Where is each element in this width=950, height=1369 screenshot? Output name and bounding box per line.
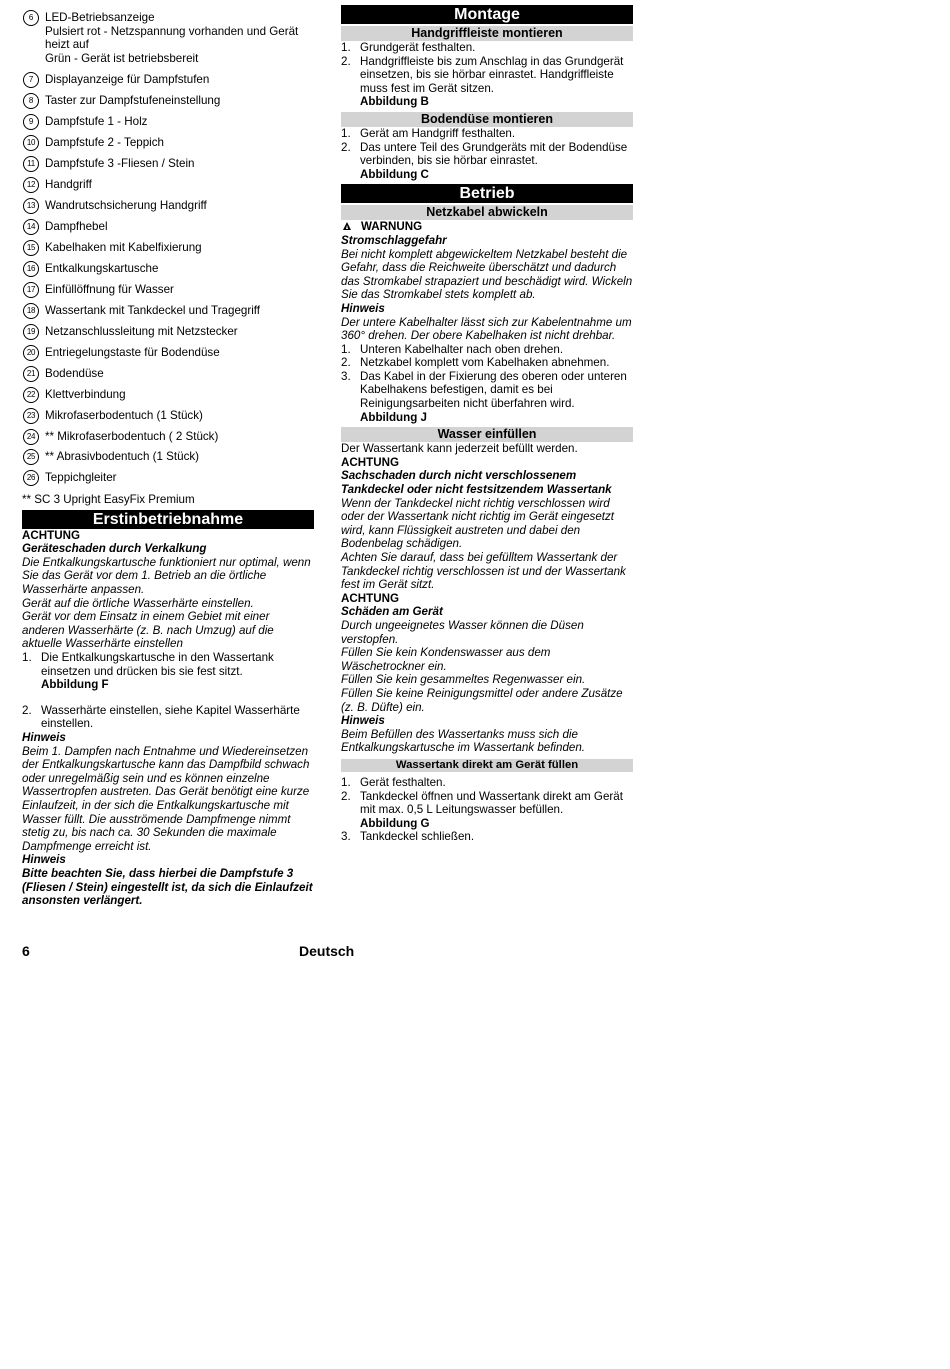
list-item xyxy=(341,776,633,790)
list-item xyxy=(22,346,314,360)
item-number-badge: 8 xyxy=(23,93,39,109)
step-number: 1. xyxy=(341,775,351,789)
achtung-text: Gerät auf die örtliche Wasserhärte einstellen. xyxy=(22,596,254,610)
subsection-heading-netzkabel: Netzkabel abwickeln xyxy=(341,205,633,220)
item-label: Dampfstufe 2 - Teppich xyxy=(45,135,165,149)
step-text: Das Kabel in der Fixierung des oberen oder unteren Kabelhakens befestigen, damit es bei Reinigungsarbeiten nicht überfahren wird. xyxy=(360,369,627,411)
section-heading-erstinbetriebnahme: Erstinbetriebnahme xyxy=(22,510,314,529)
step-text: Grundgerät festhalten. xyxy=(360,41,476,54)
right-column xyxy=(341,0,633,844)
list-item xyxy=(22,388,314,402)
achtung-text: Füllen Sie kein gesammeltes Regenwasser ein. xyxy=(341,673,586,687)
hinweis-text: Bitte beachten Sie, dass hierbei die Dampfstufe 3 (Fliesen / Stein) eingestellt ist, da sich die Einlaufzeit ansonsten verlängert. xyxy=(22,866,313,908)
list-item xyxy=(341,41,633,55)
item-number-badge: 21 xyxy=(23,366,39,382)
achtung-text: Durch ungeeignetes Wasser können die Düsen verstopfen. xyxy=(341,618,584,646)
step-number: 2. xyxy=(341,54,351,68)
item-label: Kabelhaken mit Kabelfixierung xyxy=(45,240,202,254)
item-label: Netzanschlussleitung mit Netzstecker xyxy=(45,324,238,338)
figure-reference: Abbildung C xyxy=(360,167,429,181)
parts-list xyxy=(22,11,314,485)
achtung-text: Wenn der Tankdeckel nicht richtig verschlossen wird oder der Wassertank nicht richtig im Gerät eingesetzt wird, kann Flüssigkeit austreten und dabei den Bodenbelag schädigen. xyxy=(341,496,615,551)
item-number-badge: 17 xyxy=(23,282,39,298)
page-footer xyxy=(22,942,622,960)
list-item xyxy=(22,409,314,423)
achtung-text: Füllen Sie kein Kondenswasser aus dem Wäschetrockner ein. xyxy=(341,646,551,673)
step-list xyxy=(341,343,633,425)
item-number-badge: 25 xyxy=(23,449,39,465)
list-item xyxy=(341,55,633,109)
item-number-badge: 9 xyxy=(23,114,39,130)
list-item xyxy=(341,141,633,182)
step-list xyxy=(341,41,633,109)
achtung-text: Die Entkalkungskartusche funktioniert nur optimal, wenn Sie das Gerät vor dem 1. Betrieb an die örtliche Wasserhärte anpassen. xyxy=(22,555,311,597)
step-text: Unteren Kabelhalter nach oben drehen. xyxy=(360,342,564,356)
list-item xyxy=(341,370,633,424)
item-number-badge: 20 xyxy=(23,345,39,361)
hinweis-text: Beim Befüllen des Wassertanks muss sich die Entkalkungskartusche im Wassertank befinden. xyxy=(341,727,586,755)
item-label: Dampfstufe 3 -Fliesen / Stein xyxy=(45,156,195,170)
step-text: Wasserhärte einstellen, siehe Kapitel Wasserhärte einstellen. xyxy=(41,703,300,731)
achtung-title: Geräteschaden durch Verkalkung xyxy=(22,542,207,556)
section-heading-betrieb: Betrieb xyxy=(341,184,633,203)
step-text: Gerät festhalten. xyxy=(360,775,446,789)
footnote: ** SC 3 Upright EasyFix Premium xyxy=(22,493,195,507)
list-item xyxy=(22,430,314,444)
item-label: Taster zur Dampfstufeneinstellung xyxy=(45,93,221,107)
subsection-heading-wassertank: Wassertank direkt am Gerät füllen xyxy=(341,759,633,772)
list-item xyxy=(22,199,314,213)
step-number: 3. xyxy=(341,369,351,383)
step-number: 1. xyxy=(22,651,32,664)
warnung-label: WARNUNG xyxy=(361,220,423,234)
list-item xyxy=(22,450,314,464)
achtung-title: Sachschaden durch nicht verschlossenem Tankdeckel oder nicht festsitzendem Wassertank xyxy=(341,469,612,497)
item-sub-label: Grün - Gerät ist betriebsbereit xyxy=(45,51,199,65)
list-item xyxy=(22,304,314,318)
list-item xyxy=(22,115,314,129)
item-sub-label: Pulsiert rot - Netzspannung vorhanden und Gerät heizt auf xyxy=(45,24,299,52)
left-column xyxy=(22,0,314,908)
step-number: 2. xyxy=(341,356,351,370)
list-item xyxy=(22,11,314,65)
item-label: Mikrofaserbodentuch (1 Stück) xyxy=(45,408,203,422)
step-number: 2. xyxy=(341,789,351,803)
step-list xyxy=(341,127,633,181)
page-language: Deutsch xyxy=(299,943,355,959)
item-number-badge: 19 xyxy=(23,324,39,340)
list-item xyxy=(22,220,314,234)
item-label: Dampfhebel xyxy=(45,219,108,233)
intro-text: Der Wassertank kann jederzeit befüllt werden. xyxy=(341,442,578,456)
list-item xyxy=(22,367,314,381)
figure-reference: Abbildung B xyxy=(360,95,429,109)
step-list xyxy=(22,651,314,731)
hinweis-label: Hinweis xyxy=(22,730,66,744)
step-text: Das untere Teil des Grundgeräts mit der Bodendüse verbinden, bis sie hörbar einrastet. xyxy=(360,140,628,168)
item-number-badge: 6 xyxy=(23,10,39,26)
item-number-badge: 12 xyxy=(23,177,39,193)
item-number-badge: 13 xyxy=(23,198,39,214)
list-item xyxy=(341,343,633,357)
achtung-text: Füllen Sie keine Reinigungsmittel oder andere Zusätze (z. B. Düfte) ein. xyxy=(341,686,623,714)
step-text: Handgriffleiste bis zum Anschlag in das Grundgerät einsetzen, bis sie hörbar einrastet. Handgriffleiste muss fest im Gerät sitzen. xyxy=(360,54,624,95)
list-item xyxy=(341,127,633,141)
hinweis-label: Hinweis xyxy=(341,301,385,315)
achtung-label: ACHTUNG xyxy=(22,528,80,542)
item-label: Teppichgleiter xyxy=(45,471,117,485)
list-item xyxy=(22,157,314,171)
list-item xyxy=(22,651,314,692)
achtung-text: Achten Sie darauf, dass bei gefülltem Wassertank der Tankdeckel richtig verschlossen ist und der Wassertank fest im Gerät sitzt. xyxy=(341,551,626,592)
achtung-label: ACHTUNG xyxy=(341,455,399,469)
item-number-badge: 23 xyxy=(23,408,39,424)
step-list xyxy=(341,776,633,844)
list-item xyxy=(341,830,633,844)
step-number: 1. xyxy=(341,126,351,140)
step-number: 1. xyxy=(341,41,351,54)
list-item xyxy=(22,283,314,297)
list-item xyxy=(22,325,314,339)
hinweis-label: Hinweis xyxy=(341,714,385,728)
item-label: Dampfstufe 1 - Holz xyxy=(45,114,148,128)
warnung-line xyxy=(341,220,633,234)
warnung-title: Stromschlaggefahr xyxy=(341,233,447,247)
item-number-badge: 14 xyxy=(23,219,39,235)
list-item xyxy=(22,262,314,276)
step-text: Die Entkalkungskartusche in den Wassertank einsetzen und drücken bis sie fest sitzt. xyxy=(41,651,274,678)
step-number: 1. xyxy=(341,342,351,356)
achtung-text: Gerät vor dem Einsatz in einem Gebiet mit einer anderen Wasserhärte (z. B. nach Umzug) auf die aktuelle Wasserhärte einstellen xyxy=(22,610,274,651)
item-label: LED-Betriebsanzeige xyxy=(45,11,155,24)
achtung-title: Schäden am Gerät xyxy=(341,605,443,619)
item-label: Klettverbindung xyxy=(45,387,126,401)
warnung-text: Bei nicht komplett abgewickeltem Netzkabel besteht die Gefahr, dass die Reichweite überschätzt und dadurch das Stromkabel strapaziert und beschädigt wird. Wickeln Sie das Stromkabel stets komplett ab. xyxy=(341,247,633,302)
hinweis-label: Hinweis xyxy=(22,853,66,867)
step-number: 2. xyxy=(22,703,32,717)
item-label: ** Mikrofaserbodentuch ( 2 Stück) xyxy=(45,429,219,443)
step-number: 3. xyxy=(341,830,351,844)
item-number-badge: 11 xyxy=(23,156,39,172)
list-item xyxy=(22,241,314,255)
item-label: Entriegelungstaste für Bodendüse xyxy=(45,345,220,359)
page-number: 6 xyxy=(22,943,30,959)
hinweis-text: Beim 1. Dampfen nach Entnahme und Wiedereinsetzen der Entkalkungskartusche kann das Dampfbild schwach oder unregelmäßig sein und es können einzelne Wassertropfen austreten. Das Gerät benötigt eine kurze Einlaufzeit, in der sich die Entkalkungskartusche mit Wasser füllt. Die ausströmende Dampfmenge nimmt stetig zu, bis nach ca. 30 Sekunden die maximale Dampfmenge erreicht ist. xyxy=(22,744,310,853)
list-item xyxy=(341,356,633,370)
item-label: Wandrutschsicherung Handgriff xyxy=(45,198,207,212)
step-text: Gerät am Handgriff festhalten. xyxy=(360,126,516,140)
item-number-badge: 10 xyxy=(23,135,39,151)
list-item xyxy=(22,73,314,87)
figure-reference: Abbildung G xyxy=(360,816,430,830)
item-label: Einfüllöffnung für Wasser xyxy=(45,282,174,296)
item-number-badge: 26 xyxy=(23,470,39,486)
warning-triangle-icon xyxy=(343,222,351,230)
list-item xyxy=(22,94,314,108)
item-label: Wassertank mit Tankdeckel und Tragegriff xyxy=(45,303,261,317)
subsection-heading-bodenduese: Bodendüse montieren xyxy=(341,112,633,127)
list-item xyxy=(22,136,314,150)
item-label: ** Abrasivbodentuch (1 Stück) xyxy=(45,450,200,464)
hinweis-text: Der untere Kabelhalter lässt sich zur Kabelentnahme um 360° drehen. Der obere Kabelhaken ist nicht drehbar. xyxy=(341,315,632,343)
item-number-badge: 7 xyxy=(23,72,39,88)
item-label: Displayanzeige für Dampfstufen xyxy=(45,72,210,86)
item-number-badge: 22 xyxy=(23,387,39,403)
item-label: Handgriff xyxy=(45,177,92,191)
subsection-heading-wasser: Wasser einfüllen xyxy=(341,427,633,442)
item-number-badge: 15 xyxy=(23,240,39,256)
item-number-badge: 18 xyxy=(23,303,39,319)
item-number-badge: 16 xyxy=(23,261,39,277)
step-text: Netzkabel komplett vom Kabelhaken abnehmen. xyxy=(360,356,610,370)
figure-reference: Abbildung J xyxy=(360,410,427,424)
achtung-label: ACHTUNG xyxy=(341,591,399,605)
step-text: Tankdeckel öffnen und Wassertank direkt am Gerät mit max. 0,5 L Leitungswasser befüllen. xyxy=(360,789,623,817)
list-item xyxy=(22,471,314,485)
item-label: Entkalkungskartusche xyxy=(45,261,159,275)
section-heading-montage: Montage xyxy=(341,5,633,24)
item-number-badge: 24 xyxy=(23,429,39,445)
step-number: 2. xyxy=(341,140,351,154)
list-item xyxy=(341,790,633,831)
list-item xyxy=(22,178,314,192)
step-text: Tankdeckel schließen. xyxy=(360,830,475,844)
figure-reference: Abbildung F xyxy=(41,678,109,692)
list-item xyxy=(22,704,314,731)
subsection-heading-handgriffleiste: Handgriffleiste montieren xyxy=(341,26,633,41)
item-label: Bodendüse xyxy=(45,366,104,380)
